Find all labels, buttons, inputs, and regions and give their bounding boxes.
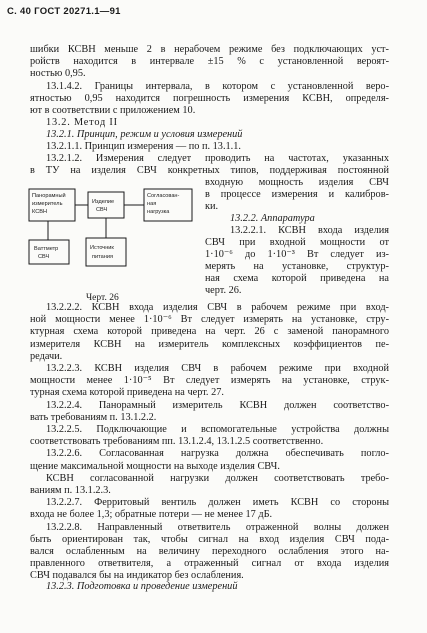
text-line: редачи.: [30, 350, 63, 362]
text-line: 13.2.2.2. КСВН входа изделия СВЧ в рабочем режиме при вход-: [46, 302, 389, 313]
text-line: мощности менее 1·10⁻⁵ Вт следует измерять на установке, струк-: [30, 375, 389, 387]
text-line: мерять на установке, структур-: [205, 261, 389, 272]
text-line: ройств находится в интервале ±15 % с установленной вероят-: [30, 56, 389, 67]
text-line: правленного ответвителя, а отраженный сигнал от входа изделия: [30, 558, 389, 570]
text-line: ки.: [205, 201, 219, 212]
text-line: СВЧ при входной мощности от: [205, 237, 389, 248]
text-line: ностью 0,95.: [30, 68, 86, 79]
text-line: 13.2.2.8. Направленный ответвитель отраженной волны должен: [46, 521, 389, 533]
text-line: 13.2.2.7. Ферритовый вентиль должен иметь КСВН со стороны: [46, 497, 389, 509]
text-line: соответствовать требованиям пп. 13.1.2.4, 13.1.2.5 соответственно.: [30, 436, 324, 448]
text-line: СВЧ подавался бы на индикатор без ослабления.: [30, 570, 244, 582]
text-line: черт. 26.: [205, 285, 242, 296]
text-line: вался ослабленным на величину переходного ослабления этого на-: [30, 546, 389, 557]
block-diagram: [28, 186, 208, 278]
text-line: ятностью 0,95 находится погрешность измерения КСВН, определя-: [30, 93, 389, 104]
text-line: измерителя КСВН на измеритель комплексных коэффициентов пе-: [30, 338, 389, 350]
box4-line: Ваттметр: [34, 246, 59, 252]
text-line: 13.1.4.2. Границы интервала, в котором с установленной веро-: [46, 81, 389, 92]
box2-line: СВЧ: [96, 207, 108, 213]
text-line: 13.2.2.4. Панорамный измеритель КСВН должен соответство-: [46, 399, 389, 411]
box3-line: Согласован-: [147, 193, 180, 199]
text-line: вать требованиям п. 13.1.2.2.: [30, 411, 157, 423]
text-line: быть ориентирован так, чтобы сигнал на вход изделия СВЧ пода-: [30, 533, 389, 545]
box1-line: измеритель: [32, 201, 63, 207]
text-line: 13.2.2.3. КСВН изделия СВЧ в рабочем режиме при входной: [46, 363, 389, 374]
text-line: ют в соответствии с приложением 10.: [30, 105, 196, 116]
subsection-heading: 13.2.2. Аппаратура: [230, 213, 315, 224]
box1-line: Панорамный: [32, 193, 66, 199]
text-line: турная схема которой приведена на черт. 27.: [30, 387, 224, 399]
box5-line: питания: [92, 254, 114, 260]
subsection-heading: 13.2.1. Принцип, режим и условия измерений: [46, 129, 243, 140]
box-device-uhf: [88, 192, 124, 218]
figure-caption: Черт. 26: [86, 293, 119, 303]
box4-line: СВЧ: [38, 254, 50, 260]
box3-line: нагрузка: [147, 209, 170, 215]
text-line: ктурная схема которой приведена на черт. 26 с заменой панорамного: [30, 326, 389, 338]
section-heading: 13.2. Метод II: [46, 117, 118, 128]
box1-line: КСВН: [32, 209, 48, 215]
text-line: 13.2.1.2. Измерения следует проводить на частотах, указанных: [46, 153, 389, 164]
text-line: входа не более 1,3; обратные потери — не менее 17 дБ.: [30, 509, 273, 521]
text-line: ваниям п. 13.1.2.3.: [30, 485, 111, 496]
text-line: ная схема которой приведена на: [205, 273, 389, 284]
box-wattmeter: [29, 240, 69, 264]
page-header: С. 40 ГОСТ 20271.1—91: [7, 6, 121, 17]
text-line: ной мощности менее 1·10⁻⁶ Вт следует измерять на установке, стру-: [30, 314, 389, 326]
text-line: 13.2.2.6. Согласованная нагрузка должна обеспечивать погло-: [46, 448, 389, 460]
box-power-source: [86, 238, 126, 266]
subsection-heading: 13.2.3. Подготовка и проведение измерений: [46, 581, 238, 592]
text-line: щение максимальной мощности на выходе изделия СВЧ.: [30, 460, 280, 472]
text-line: в ТУ на изделия СВЧ конкретных типов, поддерживая постоянной: [30, 165, 389, 176]
box2-line: Изделие: [92, 199, 115, 205]
text-line: 1·10⁻⁶ до 1·10⁻³ Вт следует из-: [205, 249, 389, 260]
text-line: 13.2.2.5. Подключающие и вспомогательные устройства должны: [46, 424, 389, 435]
text-line: шибки КСВН меньше 2 в нерабочем режиме без подключающих уст-: [30, 44, 389, 55]
box3-line: ная: [147, 201, 157, 207]
text-line: 13.2.1.1. Принцип измерения — по п. 13.1.1.: [46, 141, 241, 152]
text-line: в процессе измерения и калибров-: [205, 189, 389, 200]
box5-line: Источник: [90, 245, 114, 251]
text-line: входную мощность изделия СВЧ: [205, 177, 389, 188]
text-line: КСВН согласованной нагрузки должен соответствовать требо-: [46, 472, 389, 484]
text-line: 13.2.2.1. КСВН входа изделия: [230, 225, 389, 236]
